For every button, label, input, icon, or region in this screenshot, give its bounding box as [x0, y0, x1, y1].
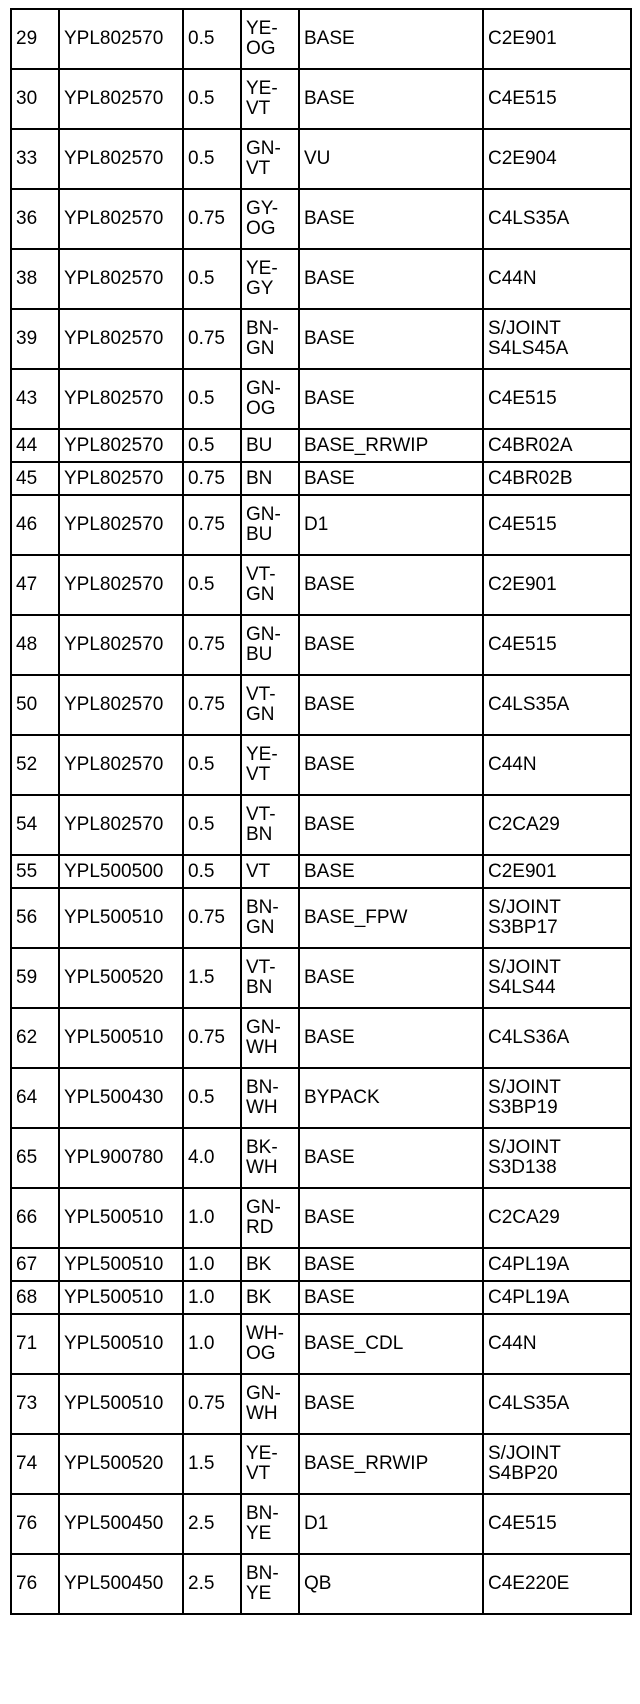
destination-cell: C4LS35A: [483, 1374, 631, 1434]
table-row: [11, 9, 631, 69]
part-number-cell: YPL802570: [59, 615, 183, 675]
pin-cell: 67: [11, 1248, 59, 1281]
destination-cell: C44N: [483, 735, 631, 795]
wire-color-cell: VT- BN: [241, 948, 299, 1008]
destination-cell: C4BR02B: [483, 462, 631, 495]
table-row: [11, 1374, 631, 1434]
wire-color-cell: GY- OG: [241, 189, 299, 249]
table-row: [11, 369, 631, 429]
wire-size-cell: 0.75: [183, 309, 241, 369]
wire-size-cell: 4.0: [183, 1128, 241, 1188]
table-row: [11, 948, 631, 1008]
table-row: [11, 675, 631, 735]
destination-cell: C4PL19A: [483, 1248, 631, 1281]
wire-size-cell: 0.5: [183, 1068, 241, 1128]
part-number-cell: YPL500510: [59, 1248, 183, 1281]
wire-color-cell: GN- OG: [241, 369, 299, 429]
destination-cell: C2CA29: [483, 795, 631, 855]
circuit-cell: BASE: [299, 369, 483, 429]
wire-color-cell: GN- VT: [241, 129, 299, 189]
table-row: [11, 855, 631, 888]
part-number-cell: YPL500510: [59, 1008, 183, 1068]
destination-cell: S/JOINT S3D138: [483, 1128, 631, 1188]
table-row: [11, 888, 631, 948]
destination-cell: C2E901: [483, 9, 631, 69]
wire-color-cell: BN- GN: [241, 888, 299, 948]
wire-size-cell: 2.5: [183, 1494, 241, 1554]
table-row: [11, 1008, 631, 1068]
circuit-cell: BASE: [299, 555, 483, 615]
circuit-cell: BYPACK: [299, 1068, 483, 1128]
circuit-cell: BASE: [299, 1374, 483, 1434]
wire-size-cell: 0.75: [183, 189, 241, 249]
destination-cell: S/JOINT S3BP19: [483, 1068, 631, 1128]
pin-cell: 73: [11, 1374, 59, 1434]
part-number-cell: YPL802570: [59, 249, 183, 309]
pin-cell: 36: [11, 189, 59, 249]
wire-color-cell: BN- GN: [241, 309, 299, 369]
wire-color-cell: BN- WH: [241, 1068, 299, 1128]
wire-size-cell: 0.75: [183, 675, 241, 735]
pin-cell: 52: [11, 735, 59, 795]
circuit-cell: BASE: [299, 1248, 483, 1281]
circuit-cell: BASE: [299, 1008, 483, 1068]
wire-color-cell: YE- GY: [241, 249, 299, 309]
table-row: [11, 1434, 631, 1494]
table-row: [11, 795, 631, 855]
wire-size-cell: 0.5: [183, 69, 241, 129]
wire-size-cell: 0.5: [183, 429, 241, 462]
destination-cell: C44N: [483, 249, 631, 309]
table-row: [11, 735, 631, 795]
wire-color-cell: BN- YE: [241, 1494, 299, 1554]
circuit-cell: BASE: [299, 1281, 483, 1314]
part-number-cell: YPL802570: [59, 369, 183, 429]
destination-cell: C4LS35A: [483, 675, 631, 735]
part-number-cell: YPL500430: [59, 1068, 183, 1128]
table-row: [11, 495, 631, 555]
part-number-cell: YPL500510: [59, 1281, 183, 1314]
wire-size-cell: 1.5: [183, 1434, 241, 1494]
pin-cell: 68: [11, 1281, 59, 1314]
part-number-cell: YPL802570: [59, 129, 183, 189]
circuit-cell: BASE: [299, 309, 483, 369]
table-row: [11, 429, 631, 462]
wire-size-cell: 1.0: [183, 1248, 241, 1281]
destination-cell: S/JOINT S3BP17: [483, 888, 631, 948]
table-row: [11, 1248, 631, 1281]
pin-cell: 64: [11, 1068, 59, 1128]
destination-cell: C2E904: [483, 129, 631, 189]
circuit-cell: BASE: [299, 795, 483, 855]
pin-cell: 33: [11, 129, 59, 189]
wire-color-cell: BK: [241, 1281, 299, 1314]
part-number-cell: YPL802570: [59, 309, 183, 369]
table-row: [11, 1314, 631, 1374]
part-number-cell: YPL500510: [59, 1188, 183, 1248]
wire-color-cell: GN- WH: [241, 1008, 299, 1068]
part-number-cell: YPL802570: [59, 9, 183, 69]
part-number-cell: YPL500510: [59, 1314, 183, 1374]
pin-cell: 55: [11, 855, 59, 888]
wire-size-cell: 0.5: [183, 555, 241, 615]
wiring-table-container: [10, 8, 630, 1615]
circuit-cell: BASE: [299, 615, 483, 675]
table-row: [11, 1068, 631, 1128]
destination-cell: C4E515: [483, 69, 631, 129]
pin-cell: 29: [11, 9, 59, 69]
table-row: [11, 129, 631, 189]
table-row: [11, 462, 631, 495]
table-row: [11, 309, 631, 369]
wire-size-cell: 0.75: [183, 462, 241, 495]
wire-color-cell: GN- BU: [241, 495, 299, 555]
table-row: [11, 189, 631, 249]
part-number-cell: YPL802570: [59, 495, 183, 555]
destination-cell: S/JOINT S4LS45A: [483, 309, 631, 369]
part-number-cell: YPL500510: [59, 888, 183, 948]
circuit-cell: D1: [299, 495, 483, 555]
circuit-cell: BASE: [299, 462, 483, 495]
wire-size-cell: 1.5: [183, 948, 241, 1008]
part-number-cell: YPL500510: [59, 1374, 183, 1434]
wire-color-cell: BK- WH: [241, 1128, 299, 1188]
circuit-cell: BASE: [299, 1188, 483, 1248]
wiring-table-body: [11, 9, 631, 1614]
pin-cell: 44: [11, 429, 59, 462]
circuit-cell: VU: [299, 129, 483, 189]
wire-color-cell: GN- RD: [241, 1188, 299, 1248]
pin-cell: 54: [11, 795, 59, 855]
destination-cell: C4LS36A: [483, 1008, 631, 1068]
circuit-cell: BASE: [299, 675, 483, 735]
pin-cell: 62: [11, 1008, 59, 1068]
circuit-cell: BASE: [299, 249, 483, 309]
destination-cell: C4E515: [483, 1494, 631, 1554]
part-number-cell: YPL500520: [59, 1434, 183, 1494]
wire-color-cell: GN- WH: [241, 1374, 299, 1434]
wire-size-cell: 0.75: [183, 1008, 241, 1068]
wire-size-cell: 1.0: [183, 1281, 241, 1314]
part-number-cell: YPL500450: [59, 1494, 183, 1554]
pin-cell: 76: [11, 1494, 59, 1554]
circuit-cell: BASE_RRWIP: [299, 1434, 483, 1494]
pin-cell: 45: [11, 462, 59, 495]
wire-size-cell: 0.75: [183, 615, 241, 675]
circuit-cell: QB: [299, 1554, 483, 1614]
circuit-cell: BASE: [299, 69, 483, 129]
destination-cell: C4E220E: [483, 1554, 631, 1614]
table-row: [11, 1128, 631, 1188]
wire-size-cell: 0.5: [183, 249, 241, 309]
wire-color-cell: BU: [241, 429, 299, 462]
table-row: [11, 1188, 631, 1248]
table-row: [11, 615, 631, 675]
circuit-cell: BASE_CDL: [299, 1314, 483, 1374]
wire-size-cell: 0.75: [183, 888, 241, 948]
wire-color-cell: VT- GN: [241, 555, 299, 615]
circuit-cell: BASE_RRWIP: [299, 429, 483, 462]
pin-cell: 39: [11, 309, 59, 369]
part-number-cell: YPL500450: [59, 1554, 183, 1614]
table-row: [11, 69, 631, 129]
circuit-cell: BASE: [299, 1128, 483, 1188]
destination-cell: C4E515: [483, 369, 631, 429]
destination-cell: C4E515: [483, 615, 631, 675]
wire-color-cell: YE- OG: [241, 9, 299, 69]
wire-size-cell: 1.0: [183, 1188, 241, 1248]
wire-color-cell: VT: [241, 855, 299, 888]
pin-cell: 38: [11, 249, 59, 309]
wire-size-cell: 0.5: [183, 369, 241, 429]
wire-size-cell: 0.75: [183, 1374, 241, 1434]
table-row: [11, 1554, 631, 1614]
wire-size-cell: 1.0: [183, 1314, 241, 1374]
wire-color-cell: VT- BN: [241, 795, 299, 855]
wire-color-cell: YE- VT: [241, 735, 299, 795]
circuit-cell: BASE: [299, 9, 483, 69]
wire-size-cell: 0.5: [183, 735, 241, 795]
pin-cell: 48: [11, 615, 59, 675]
part-number-cell: YPL802570: [59, 189, 183, 249]
circuit-cell: BASE: [299, 189, 483, 249]
wire-color-cell: BK: [241, 1248, 299, 1281]
wire-color-cell: GN- BU: [241, 615, 299, 675]
pin-cell: 50: [11, 675, 59, 735]
part-number-cell: YPL802570: [59, 795, 183, 855]
part-number-cell: YPL802570: [59, 69, 183, 129]
circuit-cell: D1: [299, 1494, 483, 1554]
destination-cell: C44N: [483, 1314, 631, 1374]
wire-color-cell: BN- YE: [241, 1554, 299, 1614]
table-row: [11, 1281, 631, 1314]
part-number-cell: YPL900780: [59, 1128, 183, 1188]
wire-size-cell: 2.5: [183, 1554, 241, 1614]
wire-size-cell: 0.5: [183, 9, 241, 69]
wire-size-cell: 0.5: [183, 795, 241, 855]
pin-cell: 76: [11, 1554, 59, 1614]
wire-color-cell: YE- VT: [241, 69, 299, 129]
destination-cell: C2E901: [483, 555, 631, 615]
part-number-cell: YPL500520: [59, 948, 183, 1008]
circuit-cell: BASE: [299, 948, 483, 1008]
wire-color-cell: WH- OG: [241, 1314, 299, 1374]
pin-cell: 56: [11, 888, 59, 948]
wire-size-cell: 0.75: [183, 495, 241, 555]
part-number-cell: YPL500500: [59, 855, 183, 888]
destination-cell: C2E901: [483, 855, 631, 888]
circuit-cell: BASE: [299, 855, 483, 888]
part-number-cell: YPL802570: [59, 462, 183, 495]
table-row: [11, 555, 631, 615]
part-number-cell: YPL802570: [59, 555, 183, 615]
pin-cell: 59: [11, 948, 59, 1008]
pin-cell: 46: [11, 495, 59, 555]
wire-color-cell: BN: [241, 462, 299, 495]
destination-cell: C4E515: [483, 495, 631, 555]
pin-cell: 65: [11, 1128, 59, 1188]
destination-cell: C4PL19A: [483, 1281, 631, 1314]
pin-cell: 47: [11, 555, 59, 615]
table-row: [11, 249, 631, 309]
part-number-cell: YPL802570: [59, 735, 183, 795]
destination-cell: C4BR02A: [483, 429, 631, 462]
pin-cell: 71: [11, 1314, 59, 1374]
wire-color-cell: YE- VT: [241, 1434, 299, 1494]
part-number-cell: YPL802570: [59, 675, 183, 735]
table-row: [11, 1494, 631, 1554]
pin-cell: 30: [11, 69, 59, 129]
destination-cell: C4LS35A: [483, 189, 631, 249]
destination-cell: S/JOINT S4BP20: [483, 1434, 631, 1494]
wiring-table: [10, 8, 632, 1615]
pin-cell: 43: [11, 369, 59, 429]
wire-size-cell: 0.5: [183, 129, 241, 189]
pin-cell: 74: [11, 1434, 59, 1494]
wire-color-cell: VT- GN: [241, 675, 299, 735]
destination-cell: S/JOINT S4LS44: [483, 948, 631, 1008]
circuit-cell: BASE: [299, 735, 483, 795]
destination-cell: C2CA29: [483, 1188, 631, 1248]
wire-size-cell: 0.5: [183, 855, 241, 888]
pin-cell: 66: [11, 1188, 59, 1248]
circuit-cell: BASE_FPW: [299, 888, 483, 948]
part-number-cell: YPL802570: [59, 429, 183, 462]
